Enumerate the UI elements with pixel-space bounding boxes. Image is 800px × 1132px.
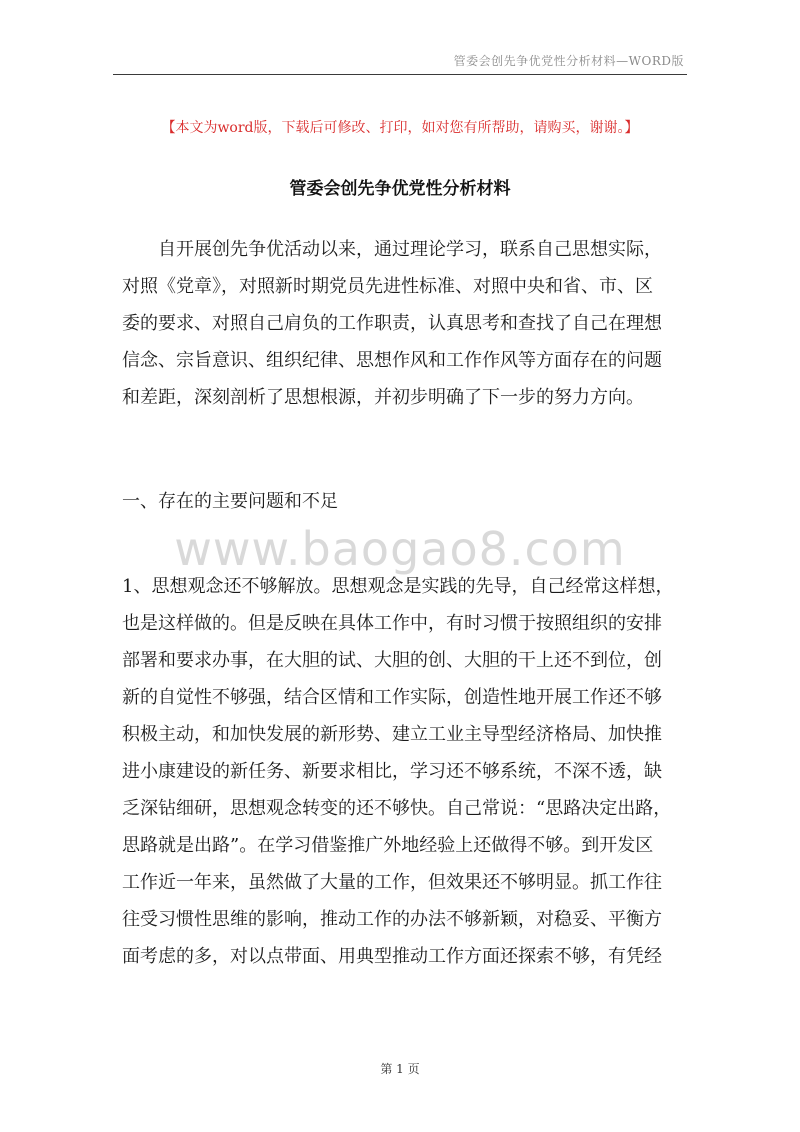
section-heading-text: 一、存在的主要问题和不足 [122, 491, 338, 512]
paragraph-line: 自开展创先争优活动以来，通过理论学习，联系自己思想实际， [122, 239, 662, 260]
paragraph-line: 委的要求、对照自己肩负的工作职责，认真思考和查找了自己在理想 [122, 313, 662, 334]
intro-paragraph [122, 231, 682, 416]
paragraph-line: 对照《党章》，对照新时期党员先进性标准、对照中央和省、市、区 [122, 276, 653, 297]
header-divider [113, 74, 687, 75]
section-heading [122, 483, 682, 520]
paragraph-line: 面考虑的多，对以点带面、用典型推动工作方面还探索不够，有凭经 [122, 946, 662, 967]
page-number: 第 1 页 [380, 1062, 420, 1076]
paragraph-line: 部署和要求办事，在大胆的试、大胆的创、大胆的干上还不到位，创 [122, 650, 662, 671]
paragraph-line: 也是这样做的。但是反映在具体工作中，有时习惯于按照组织的安排 [122, 613, 662, 634]
paragraph-line: 乏深钻细研，思想观念转变的还不够快。自己常说：“思路决定出路， [122, 798, 672, 819]
running-header: 管委会创先争优党性分析材料—WORD版 [453, 54, 684, 68]
paragraph-line: 思路就是出路”。在学习借鉴推广外地经验上还做得不够。到开发区 [122, 835, 654, 856]
paragraph-line: 往受习惯性思维的影响，推动工作的办法不够新颖，对稳妥、平衡方 [122, 909, 662, 930]
paragraph-line: 1、思想观念还不够解放。思想观念是实践的先导，自己经常这样想， [122, 576, 674, 597]
paragraph-line: 工作近一年来，虽然做了大量的工作，但效果还不够明显。抓工作往 [122, 872, 662, 893]
paragraph-line: 积极主动，和加快发展的新形势、建立工业主导型经济格局、加快推 [122, 724, 662, 745]
watermark: www.baogao8.com [174, 522, 626, 576]
paragraph-line: 进小康建设的新任务、新要求相比，学习还不够系统，不深不透，缺 [122, 761, 662, 782]
document-title: 管委会创先争优党性分析材料 [289, 179, 511, 199]
paragraph-line: 信念、宗旨意识、组织纪律、思想作风和工作作风等方面存在的问题 [122, 350, 662, 371]
item-1-paragraph [122, 568, 682, 975]
paragraph-line: 和差距，深刻剖析了思想根源，并初步明确了下一步的努力方向。 [122, 387, 644, 408]
purchase-notice: 【本文为word版，下载后可修改、打印，如对您有所帮助，请购买，谢谢。】 [161, 120, 639, 136]
paragraph-line: 新的自觉性不够强，结合区情和工作实际，创造性地开展工作还不够 [122, 687, 662, 708]
